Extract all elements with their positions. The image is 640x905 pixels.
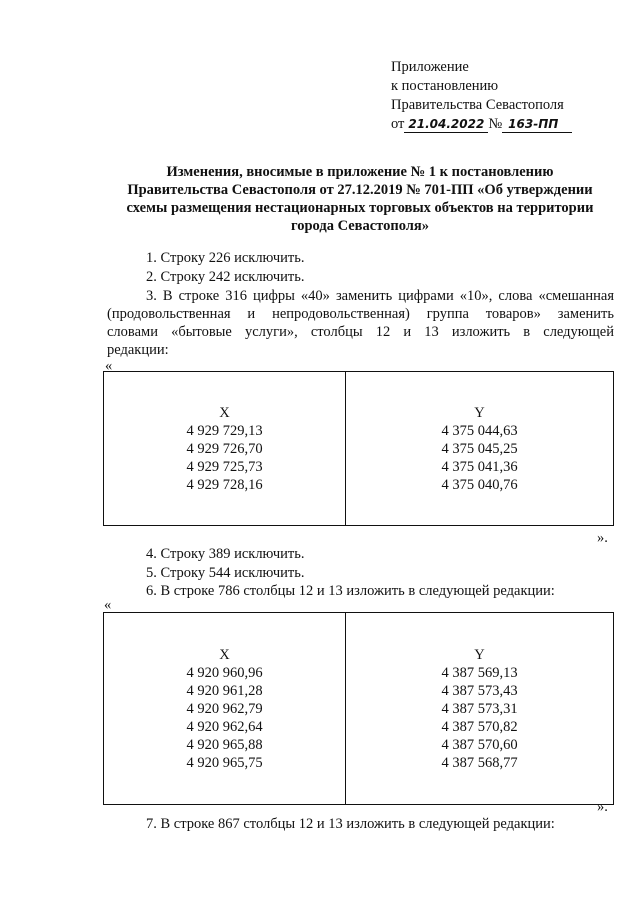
y-value: 4 387 568,77 [441, 754, 518, 771]
x-column-cell [104, 613, 346, 805]
annex-line-1: Приложение [391, 59, 469, 75]
y-value: 4 375 045,25 [441, 440, 518, 457]
x-value: 4 929 726,70 [186, 440, 263, 457]
y-value: 4 375 040,76 [441, 476, 518, 493]
closing-quote-2: ». [597, 799, 608, 815]
x-value: 4 920 965,75 [186, 754, 263, 771]
x-value: 4 920 962,64 [186, 718, 263, 735]
annex-line-3: Правительства Севастополя [391, 97, 564, 113]
opening-quote-1: « [105, 358, 113, 374]
item-4: 4. Строку 389 исключить. [146, 546, 305, 562]
coordinates-table-1 [103, 371, 614, 526]
item-3-line-3: словами «бытовые услуги», столбцы 12 и 13 изложить в следующей [107, 324, 614, 340]
x-value: 4 920 960,96 [186, 664, 263, 681]
y-header: Y [474, 646, 485, 663]
item-1: 1. Строку 226 исключить. [146, 250, 305, 266]
item-2: 2. Строку 242 исключить. [146, 269, 305, 285]
y-column-cell [346, 372, 614, 526]
x-value: 4 929 725,73 [186, 458, 263, 475]
coordinates-table-2 [103, 612, 614, 805]
from-label: от [391, 116, 405, 132]
handwritten-number: 163-ПП [502, 117, 572, 133]
number-label: № [488, 116, 503, 132]
closing-quote-1: ». [597, 530, 608, 546]
item-3 [107, 287, 614, 359]
x-value: 4 929 729,13 [186, 422, 263, 439]
y-value: 4 387 573,31 [441, 700, 518, 717]
x-header: X [219, 404, 230, 421]
item-3-line-1: 3. В строке 316 цифры «40» заменить цифрами «10», слова «смешанная [146, 288, 614, 304]
y-value: 4 387 573,43 [441, 682, 518, 699]
x-value: 4 920 961,28 [186, 682, 263, 699]
annex-line-2: к постановлению [391, 78, 499, 94]
y-value: 4 387 569,13 [441, 664, 518, 681]
x-column-cell [104, 372, 346, 526]
item-6: 6. В строке 786 столбцы 12 и 13 изложить в следующей редакции: [146, 583, 555, 599]
x-value: 4 920 965,88 [186, 736, 263, 753]
y-value: 4 387 570,82 [441, 718, 518, 735]
item-7: 7. В строке 867 столбцы 12 и 13 изложить в следующей редакции: [146, 816, 555, 832]
opening-quote-2: « [104, 597, 112, 613]
document-title [100, 163, 620, 235]
title-line-4: города Севастополя» [290, 218, 429, 234]
item-5: 5. Строку 544 исключить. [146, 565, 305, 581]
annex-header [391, 58, 572, 134]
item-3-line-4: редакции: [107, 342, 169, 358]
y-column-cell [346, 613, 614, 805]
item-3-line-2: (продовольственная и непродовольственная) группа товаров» заменить [107, 306, 614, 322]
x-value: 4 920 962,79 [186, 700, 263, 717]
x-value: 4 929 728,16 [186, 476, 263, 493]
x-header: X [219, 646, 230, 663]
annex-date-line [391, 115, 572, 134]
y-value: 4 387 570,60 [441, 736, 518, 753]
title-line-3: схемы размещения нестационарных торговых объектов на территории [126, 200, 594, 216]
title-line-2: Правительства Севастополя от 27.12.2019 № 701-ПП «Об утверждении [127, 182, 593, 198]
y-value: 4 375 044,63 [441, 422, 518, 439]
handwritten-date: 21.04.2022 [404, 117, 488, 133]
y-header: Y [474, 404, 485, 421]
y-value: 4 375 041,36 [441, 458, 518, 475]
title-line-1: Изменения, вносимые в приложение № 1 к постановлению [166, 164, 554, 180]
